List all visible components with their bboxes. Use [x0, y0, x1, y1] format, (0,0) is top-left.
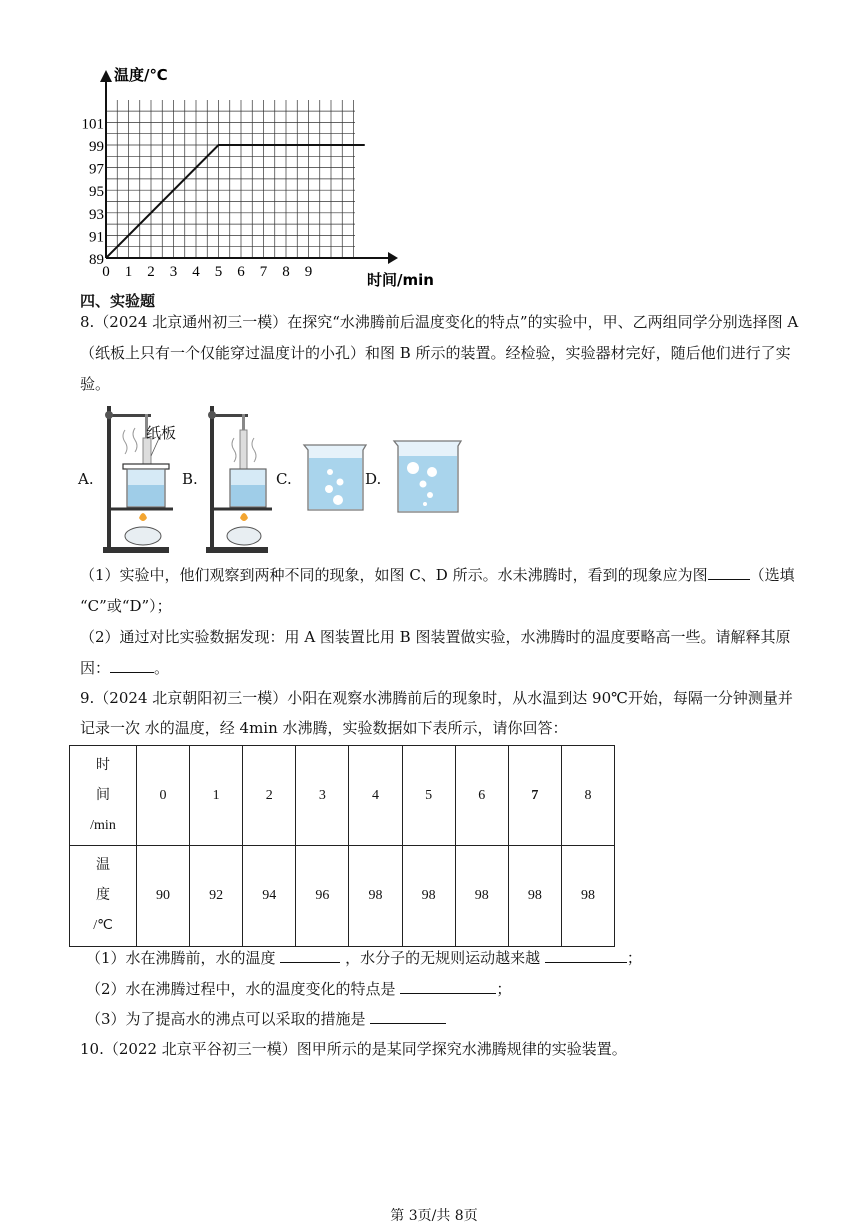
- q9-sub1-tail: ；: [626, 949, 642, 967]
- cardboard-label: 纸板: [146, 424, 177, 442]
- q9-sub2-tail: ；: [496, 980, 512, 998]
- q9-sub3-text: （3）为了提高水的沸点可以采取的措施是: [86, 1010, 366, 1028]
- figure-label-c: C.: [276, 470, 292, 488]
- table-cell: 4: [349, 746, 402, 846]
- table-cell: 92: [190, 846, 243, 947]
- chart-axes: [100, 66, 434, 289]
- q8-sub1-line1: [80, 560, 795, 590]
- q8-sub2-answer-blank[interactable]: [110, 656, 154, 673]
- table-cell: 98: [455, 846, 508, 947]
- x-tick-label: 3: [169, 264, 178, 280]
- table-cell: 98: [561, 846, 614, 947]
- header-char: /min: [90, 817, 116, 833]
- table-cell: 3: [296, 746, 349, 846]
- figure-label-a: A.: [78, 470, 94, 488]
- table-row-time: [70, 746, 615, 846]
- beaker-d-illustration: [390, 438, 465, 516]
- q9-sub1: [86, 943, 642, 973]
- x-tick-label: 4: [192, 264, 200, 280]
- y-tick-label: 99: [89, 139, 104, 155]
- q9-sub3: [86, 1004, 446, 1034]
- q8-sub1-line2: “C”或“D”）；: [80, 597, 172, 615]
- beaker-c-illustration: [300, 442, 370, 514]
- x-tick-label: 1: [124, 264, 133, 280]
- table-row-temperature: [70, 846, 615, 947]
- table-cell: 98: [508, 846, 561, 947]
- y-tick-label: 97: [89, 161, 104, 178]
- table-cell: 90: [137, 846, 190, 947]
- x-tick-label: 7: [259, 264, 268, 280]
- table-cell: 98: [349, 846, 402, 947]
- x-tick-label: 9: [304, 264, 313, 280]
- page-number: 第 3页/共 8页: [390, 1208, 478, 1224]
- table-cell: 2: [243, 746, 296, 846]
- table-cell: 96: [296, 846, 349, 947]
- table-cell: 7: [508, 746, 561, 846]
- q9-sub3-blank[interactable]: [370, 1007, 446, 1024]
- x-tick-label: 8: [282, 264, 290, 280]
- y-tick-label: 101: [81, 116, 104, 133]
- q9-sub2-text: （2）水在沸腾过程中，水的温度变化的特点是: [86, 980, 396, 998]
- q9-sub2: [86, 974, 511, 1004]
- q9-sub1-text-2: ，水分子的无规则运动越来越: [345, 949, 541, 967]
- table-cell: 1: [190, 746, 243, 846]
- x-axis-label: 时间/min: [367, 271, 434, 289]
- table-cell: 94: [243, 846, 296, 947]
- q8-line2: （纸板上只有一个仅能穿过温度计的小孔）和图 B 所示的装置。经检验，实验器材完好，随后他们进行了实: [80, 344, 791, 362]
- section-title: 四、实验题: [80, 292, 156, 310]
- figure-label-d: D.: [365, 470, 382, 488]
- header-char: 时: [95, 757, 110, 773]
- q9-sub1-blank-2[interactable]: [545, 946, 627, 963]
- q9-line1: 9.（2024 北京朝阳初三一模）小阳在观察水沸腾前后的现象时，从水温到达 90℃开始，每隔一分钟测量并: [80, 689, 793, 707]
- q8-sub2-line1: （2）通过对比实验数据发现：用 A 图装置比用 B 图装置做实验，水沸腾时的温度要略高一些。请解释其原: [80, 628, 791, 646]
- table-cell: 5: [402, 746, 455, 846]
- y-tick-label: 89: [89, 252, 104, 268]
- q8-sub2-tail: 。: [154, 659, 170, 677]
- q8-line3: 验。: [80, 375, 111, 393]
- q8-line1: 8.（2024 北京通州初三一模）在探究“水沸腾前后温度变化的特点”的实验中，甲、乙两组同学分别选择图 A: [80, 313, 799, 331]
- header-char: /℃: [93, 918, 113, 933]
- q8-sub1-tail: （选填: [749, 566, 795, 584]
- y-axis-arrow: [100, 70, 112, 82]
- table-cell: 0: [137, 746, 190, 846]
- x-tick-label: 2: [147, 264, 155, 280]
- header-char: 温: [96, 858, 110, 873]
- q10-line1: 10.（2022 北京平谷初三一模）图甲所示的是某同学探究水沸腾规律的实验装置。: [80, 1040, 627, 1058]
- chart-ticks: [82, 116, 313, 280]
- q8-sub1-answer-blank[interactable]: [708, 563, 750, 580]
- apparatus-b-illustration: [200, 400, 275, 555]
- q9-data-table: [69, 745, 615, 947]
- table-header-time: [70, 746, 137, 846]
- x-axis-arrow: [388, 252, 398, 264]
- temperature-time-chart: [0, 0, 868, 300]
- q9-sub1-blank-1[interactable]: [280, 946, 340, 963]
- header-char: 间: [95, 787, 110, 803]
- q8-sub1-text: （1）实验中，他们观察到两种不同的现象，如图 C、D 所示。水未沸腾时，看到的现象应为图: [80, 566, 708, 584]
- x-tick-label: 5: [214, 264, 223, 280]
- table-cell: 98: [402, 846, 455, 947]
- table-cell: 8: [561, 746, 614, 846]
- figure-label-b: B.: [182, 470, 198, 488]
- y-tick-label: 95: [89, 184, 104, 201]
- x-tick-label: 0: [102, 264, 110, 280]
- chart-grid: [106, 100, 355, 258]
- table-cell: 6: [455, 746, 508, 846]
- q9-line2: 记录一次 水的温度，经 4min 水沸腾，实验数据如下表所示，请你回答：: [80, 719, 568, 737]
- x-tick-label: 6: [237, 264, 245, 280]
- y-tick-label: 91: [89, 229, 104, 246]
- q9-sub1-text: （1）水在沸腾前，水的温度: [86, 949, 276, 967]
- q9-sub2-blank[interactable]: [400, 977, 496, 994]
- y-tick-label: 93: [89, 206, 104, 223]
- q8-sub2-line2: [80, 653, 169, 683]
- q8-sub2-head: 因：: [80, 659, 111, 677]
- header-char: 度: [96, 888, 110, 903]
- table-header-temperature: [70, 846, 137, 947]
- y-axis-label: 温度/℃: [114, 66, 168, 84]
